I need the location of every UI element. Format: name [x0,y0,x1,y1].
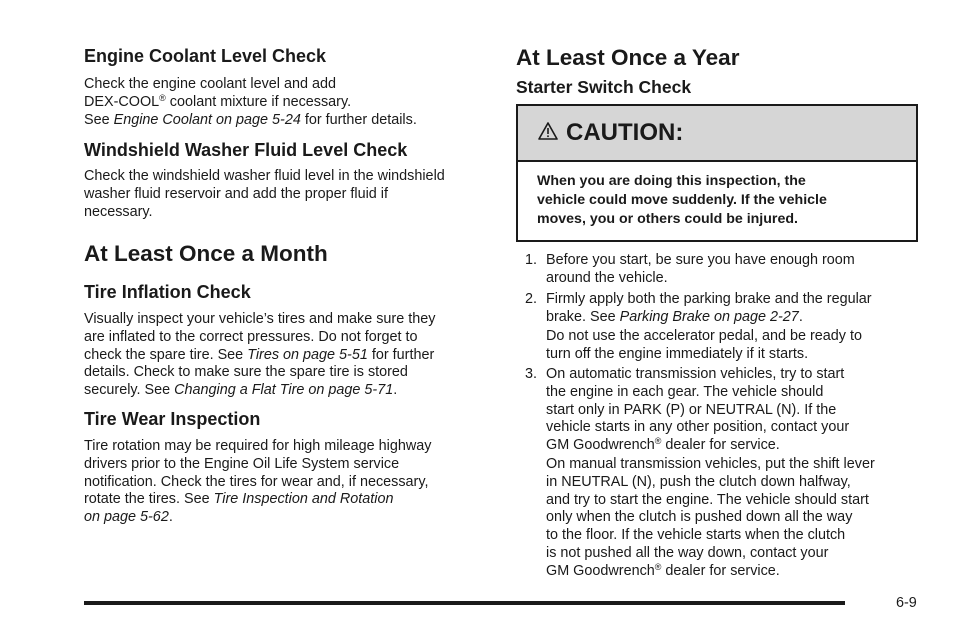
step-2-number: 2. [525,291,538,307]
page-number: 6-9 [896,595,917,611]
coolant-page-ref: Engine Coolant on page 5-24 [113,111,301,128]
caution-box [516,104,918,242]
footer-rule [84,601,845,605]
caution-title: CAUTION: [566,119,684,146]
step-3-text: On automatic transmission vehicles, try to start the engine in each gear. The vehicle should start only in PARK (P) or NEUTRAL (N). If the vehicle starts in any other position, contact your GM Goodwrench® dealer for service. [546,366,850,454]
step-1-number: 1. [525,252,538,268]
tire-inflation-text: Visually inspect your vehicle’s tires and make sure they are inflated to the correct pressures. Do not forget to check the spare tire. See Tires on page 5-51 for further details. Check to make sure the spare tire is stored securely. See Changing a Flat Tire on page 5-71. [84,311,436,399]
tire-inflation-heading: Tire Inflation Check [84,282,251,302]
flat-tire-page-ref: Changing a Flat Tire on page 5-71 [174,382,394,399]
coolant-heading: Engine Coolant Level Check [84,46,327,66]
coolant-text: Check the engine coolant level and add DEX-COOL® coolant mixture if necessary. See Engine Coolant on page 5-24 for further details. [84,76,417,128]
step-3-manual-note: On manual transmission vehicles, put the shift lever in NEUTRAL (N), push the clutch down halfway, and try to start the engine. The vehicle should start only when the clutch is pushed down all the way to the floor. If the vehicle starts when the clutch is not pushed all the way down, contact your GM Goodwrench® dealer for service. [546,456,875,579]
tires-page-ref: Tires on page 5-51 [247,346,368,363]
tire-rotation-page-ref: Tire Inspection and Rotation [213,491,394,508]
caution-header [518,106,916,162]
step-1-text: Before you start, be sure you have enough room around the vehicle. [546,252,855,286]
tire-wear-text: Tire rotation may be required for high mileage highway drivers prior to the Engine Oil Life System service notification. Check the tires for wear and, if necessary, rotate the tires. See Tire Inspection and Rotation on page 5-62. [84,438,432,526]
caution-text: When you are doing this inspection, the vehicle could move suddenly. If the vehicle moves, you or others could be injured. [537,173,827,227]
tire-wear-heading: Tire Wear Inspection [84,409,261,429]
month-heading: At Least Once a Month [84,241,328,266]
step-3-number: 3. [525,366,538,382]
washer-text: Check the windshield washer fluid level in the windshield washer fluid reservoir and add the proper fluid if necessary. [84,168,445,220]
step-2-text: Firmly apply both the parking brake and the regular brake. See Parking Brake on page 2-27. [546,291,872,325]
starter-heading: Starter Switch Check [516,77,692,97]
parking-brake-page-ref: Parking Brake on page 2-27 [619,308,799,325]
step-2-note: Do not use the accelerator pedal, and be ready to turn off the engine immediately if it starts. [546,328,863,362]
year-heading: At Least Once a Year [516,45,740,70]
warning-triangle-icon [538,121,558,146]
washer-heading: Windshield Washer Fluid Level Check [84,140,408,160]
